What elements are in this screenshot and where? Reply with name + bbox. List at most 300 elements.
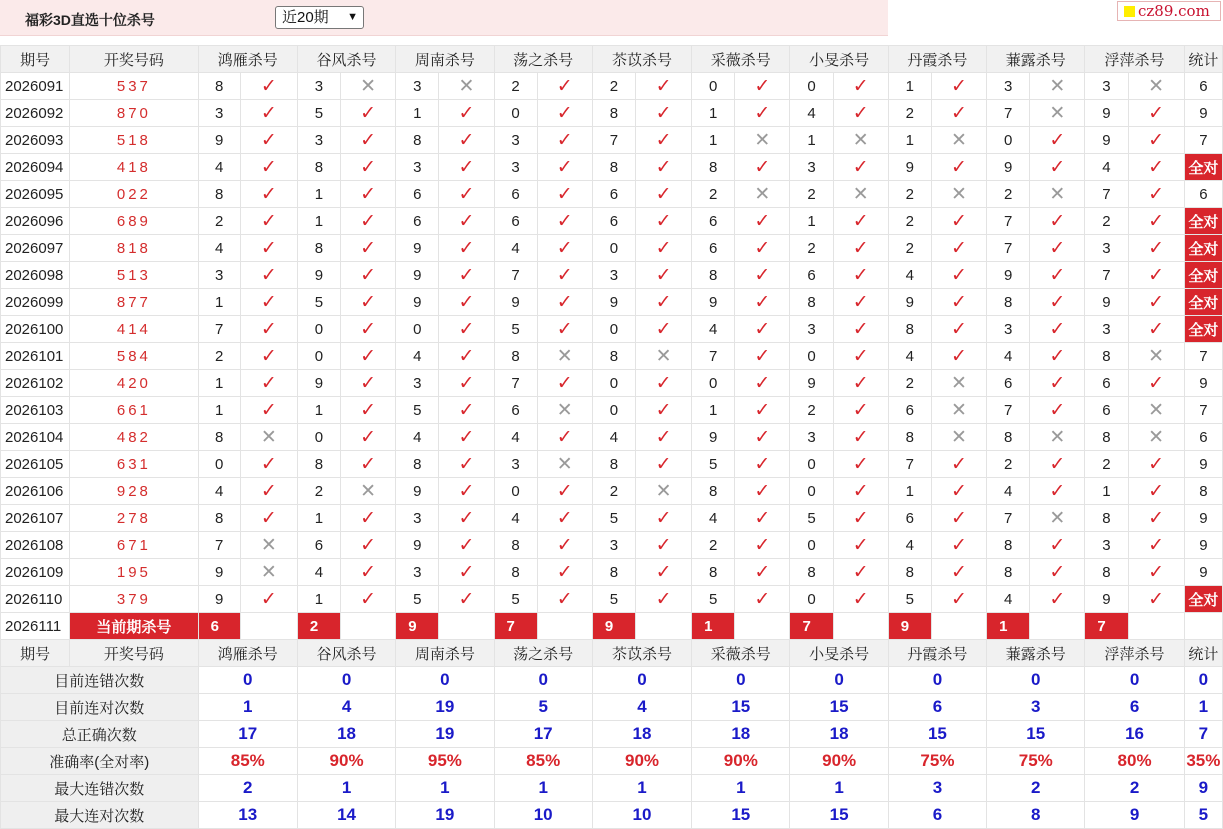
check-icon <box>635 559 691 586</box>
stat-value: 90% <box>592 748 691 775</box>
issue-number: 2026093 <box>1 127 70 154</box>
cross-icon: ✕ <box>1049 426 1066 448</box>
check-icon: ✓ <box>458 129 475 151</box>
check-icon <box>635 316 691 343</box>
col-header-expert[interactable]: 蒹露杀号 <box>987 46 1085 73</box>
check-icon: ✓ <box>655 237 672 259</box>
table-row <box>1 424 1223 451</box>
col-header-expert[interactable]: 周南杀号 <box>396 640 494 667</box>
check-icon: ✓ <box>655 426 672 448</box>
col-header-expert[interactable]: 荡之杀号 <box>494 640 592 667</box>
draw-number: 877 <box>70 289 198 316</box>
stat-label: 目前连对次数 <box>1 694 199 721</box>
kill-number: 8 <box>297 235 340 262</box>
kill-number: 8 <box>592 343 635 370</box>
check-icon <box>1128 154 1184 181</box>
stat-label: 准确率(全对率) <box>1 748 199 775</box>
check-icon: ✓ <box>260 372 277 394</box>
issue-number: 2026103 <box>1 397 70 424</box>
col-header-expert[interactable]: 浮萍杀号 <box>1085 640 1184 667</box>
check-icon <box>931 451 986 478</box>
kill-number: 6 <box>888 397 931 424</box>
stat-value: 85% <box>198 748 297 775</box>
check-icon <box>439 181 494 208</box>
check-icon: ✓ <box>260 264 277 286</box>
cross-icon <box>833 181 888 208</box>
check-icon: ✓ <box>260 156 277 178</box>
check-icon <box>240 289 297 316</box>
kill-number: 1 <box>888 73 931 100</box>
stat-value: 9 <box>1085 802 1184 829</box>
check-icon: ✓ <box>556 210 573 232</box>
check-icon <box>635 154 691 181</box>
check-icon <box>240 370 297 397</box>
cross-icon: ✕ <box>1049 507 1066 529</box>
kill-number: 8 <box>888 424 931 451</box>
cross-icon: ✕ <box>260 534 277 556</box>
issue-number: 2026091 <box>1 73 70 100</box>
col-header-expert[interactable]: 小旻杀号 <box>790 46 888 73</box>
check-icon <box>833 316 888 343</box>
check-icon: ✓ <box>754 102 771 124</box>
kill-number: 3 <box>790 154 833 181</box>
kill-number: 6 <box>692 235 735 262</box>
check-icon <box>341 316 396 343</box>
check-icon <box>635 208 691 235</box>
col-header-expert[interactable]: 鸿雁杀号 <box>198 46 297 73</box>
kill-number: 2 <box>592 73 635 100</box>
kill-number: 8 <box>396 451 439 478</box>
stat-value: 1 <box>297 775 395 802</box>
check-icon: ✓ <box>754 264 771 286</box>
cross-icon <box>735 181 790 208</box>
stat-value: 75% <box>987 748 1085 775</box>
check-icon: ✓ <box>951 453 967 475</box>
kill-number: 6 <box>494 181 537 208</box>
check-icon: ✓ <box>556 183 573 205</box>
kill-number: 2 <box>592 478 635 505</box>
check-icon <box>537 262 592 289</box>
kill-number: 8 <box>1085 559 1128 586</box>
stat-value: 90% <box>692 748 790 775</box>
kill-number: 8 <box>198 181 240 208</box>
check-icon: ✓ <box>360 210 377 232</box>
kill-number: 8 <box>396 127 439 154</box>
check-icon: ✓ <box>458 318 475 340</box>
col-header-expert[interactable]: 采薇杀号 <box>692 46 790 73</box>
stat-total: 0 <box>1184 667 1222 694</box>
draw-number: 379 <box>70 586 198 613</box>
logo-text: cz89.com <box>1138 2 1210 20</box>
check-icon: ✓ <box>754 75 771 97</box>
check-icon: ✓ <box>260 75 277 97</box>
kill-number: 0 <box>297 424 340 451</box>
cross-icon: ✕ <box>556 453 573 475</box>
kill-number: 9 <box>1085 586 1128 613</box>
stat-row <box>1 775 1223 802</box>
stat-count: 9 <box>1184 451 1222 478</box>
page-title: 福彩3D直选十位杀号 <box>25 12 155 28</box>
stat-value: 1 <box>790 775 888 802</box>
kill-number: 0 <box>198 451 240 478</box>
col-header-expert[interactable]: 蒹露杀号 <box>987 640 1085 667</box>
check-icon: ✓ <box>1148 264 1165 286</box>
kill-number: 0 <box>592 397 635 424</box>
stat-value: 13 <box>198 802 297 829</box>
col-header-expert[interactable]: 苶苡杀号 <box>592 640 691 667</box>
kill-number: 3 <box>494 127 537 154</box>
check-icon <box>240 73 297 100</box>
kill-number: 0 <box>494 100 537 127</box>
col-header-expert[interactable]: 丹霞杀号 <box>888 46 986 73</box>
stat-value: 17 <box>494 721 592 748</box>
check-icon <box>537 559 592 586</box>
kill-number: 8 <box>1085 343 1128 370</box>
col-header-expert[interactable]: 浮萍杀号 <box>1085 46 1184 73</box>
check-icon <box>537 154 592 181</box>
kill-number: 1 <box>396 100 439 127</box>
check-icon: ✓ <box>458 237 475 259</box>
kill-number: 8 <box>494 343 537 370</box>
table-row <box>1 262 1223 289</box>
check-icon: ✓ <box>260 453 277 475</box>
col-header-expert[interactable]: 丹霞杀号 <box>888 640 986 667</box>
kill-number-table <box>0 45 1223 829</box>
issue-number: 2026104 <box>1 424 70 451</box>
check-icon: ✓ <box>1049 561 1066 583</box>
kill-number: 4 <box>888 532 931 559</box>
kill-number: 5 <box>494 316 537 343</box>
check-icon <box>240 478 297 505</box>
check-icon: ✓ <box>754 426 771 448</box>
issue-number: 2026105 <box>1 451 70 478</box>
check-icon: ✓ <box>951 480 967 502</box>
cross-icon <box>537 343 592 370</box>
kill-number: 2 <box>888 100 931 127</box>
check-icon <box>240 154 297 181</box>
kill-number: 2 <box>790 181 833 208</box>
stat-value: 18 <box>790 721 888 748</box>
kill-number: 3 <box>790 424 833 451</box>
stat-value: 18 <box>592 721 691 748</box>
check-icon <box>341 532 396 559</box>
check-icon: ✓ <box>360 291 377 313</box>
check-icon <box>735 370 790 397</box>
check-icon: ✓ <box>655 453 672 475</box>
check-icon: ✓ <box>458 453 475 475</box>
check-icon <box>1128 451 1184 478</box>
kill-number: 7 <box>987 397 1030 424</box>
kill-number: 6 <box>790 262 833 289</box>
current-kill-value: 1 <box>692 613 735 640</box>
check-icon: ✓ <box>458 426 475 448</box>
check-icon: ✓ <box>1049 534 1066 556</box>
issue-number: 2026092 <box>1 100 70 127</box>
stat-value: 19 <box>396 694 494 721</box>
kill-number: 4 <box>790 100 833 127</box>
kill-number: 8 <box>494 532 537 559</box>
stat-value: 0 <box>198 667 297 694</box>
kill-number: 4 <box>494 235 537 262</box>
check-icon <box>439 532 494 559</box>
check-icon: ✓ <box>458 399 475 421</box>
issue-number: 2026095 <box>1 181 70 208</box>
stat-value: 15 <box>790 694 888 721</box>
check-icon <box>735 586 790 613</box>
kill-number: 0 <box>790 343 833 370</box>
check-icon: ✓ <box>556 534 573 556</box>
kill-number: 4 <box>198 154 240 181</box>
stat-value: 3 <box>987 694 1085 721</box>
draw-number: 513 <box>70 262 198 289</box>
stat-value: 0 <box>790 667 888 694</box>
check-icon: ✓ <box>655 399 672 421</box>
check-icon <box>1128 208 1184 235</box>
check-icon <box>341 343 396 370</box>
stat-count: 6 <box>1184 73 1222 100</box>
stat-count: 7 <box>1184 127 1222 154</box>
kill-number: 8 <box>888 559 931 586</box>
issue-number: 2026094 <box>1 154 70 181</box>
stat-value: 2 <box>198 775 297 802</box>
check-icon: ✓ <box>556 264 573 286</box>
check-icon: ✓ <box>260 345 277 367</box>
current-kill-blank <box>635 613 691 640</box>
check-icon <box>240 505 297 532</box>
current-kill-row <box>1 613 1223 640</box>
kill-number: 2 <box>494 73 537 100</box>
check-icon <box>341 208 396 235</box>
check-icon <box>1030 586 1085 613</box>
check-icon: ✓ <box>1049 318 1066 340</box>
check-icon <box>931 100 986 127</box>
stat-value: 3 <box>888 775 986 802</box>
draw-number: 818 <box>70 235 198 262</box>
check-icon: ✓ <box>556 102 573 124</box>
stat-value: 1 <box>592 775 691 802</box>
check-icon: ✓ <box>852 345 869 367</box>
check-icon <box>537 73 592 100</box>
check-icon <box>635 397 691 424</box>
check-icon: ✓ <box>260 183 277 205</box>
check-icon: ✓ <box>754 291 771 313</box>
kill-number: 9 <box>396 289 439 316</box>
check-icon: ✓ <box>1148 534 1165 556</box>
table-row <box>1 235 1223 262</box>
check-icon <box>341 370 396 397</box>
kill-number: 8 <box>790 559 833 586</box>
stat-value: 14 <box>297 802 395 829</box>
check-icon: ✓ <box>360 156 377 178</box>
cross-icon <box>931 397 986 424</box>
check-icon <box>240 586 297 613</box>
check-icon: ✓ <box>1148 480 1165 502</box>
col-header-expert[interactable]: 谷风杀号 <box>297 46 395 73</box>
check-icon <box>833 73 888 100</box>
kill-number: 3 <box>1085 235 1128 262</box>
check-icon <box>1128 478 1184 505</box>
check-icon: ✓ <box>458 480 475 502</box>
cross-icon: ✕ <box>655 480 672 502</box>
table-row <box>1 478 1223 505</box>
kill-number: 8 <box>692 262 735 289</box>
kill-number: 3 <box>1085 73 1128 100</box>
check-icon <box>240 262 297 289</box>
cross-icon: ✕ <box>360 75 377 97</box>
check-icon: ✓ <box>458 588 475 610</box>
issue-number: 2026107 <box>1 505 70 532</box>
col-header-expert[interactable]: 荡之杀号 <box>494 46 592 73</box>
table-row <box>1 586 1223 613</box>
issue-number: 2026100 <box>1 316 70 343</box>
issue-number: 2026096 <box>1 208 70 235</box>
check-icon: ✓ <box>1049 372 1066 394</box>
check-icon <box>1128 181 1184 208</box>
kill-number: 9 <box>396 532 439 559</box>
draw-number: 414 <box>70 316 198 343</box>
cross-icon: ✕ <box>1148 426 1165 448</box>
kill-number: 8 <box>198 424 240 451</box>
col-header-draw: 开奖号码 <box>70 46 198 73</box>
check-icon: ✓ <box>951 507 967 529</box>
check-icon: ✓ <box>754 588 771 610</box>
check-icon <box>735 154 790 181</box>
kill-number: 5 <box>790 505 833 532</box>
col-header-expert[interactable]: 谷风杀号 <box>297 640 395 667</box>
kill-number: 9 <box>1085 127 1128 154</box>
check-icon <box>735 316 790 343</box>
check-icon: ✓ <box>951 318 967 340</box>
col-header-expert[interactable]: 鸿雁杀号 <box>198 640 297 667</box>
stat-count: 8 <box>1184 478 1222 505</box>
check-icon <box>439 424 494 451</box>
kill-number: 1 <box>1085 478 1128 505</box>
kill-number: 2 <box>692 181 735 208</box>
check-icon <box>635 100 691 127</box>
table-row <box>1 316 1223 343</box>
cross-icon <box>635 343 691 370</box>
check-icon: ✓ <box>360 534 377 556</box>
check-icon <box>635 73 691 100</box>
period-select[interactable] <box>275 6 364 29</box>
col-header-expert[interactable]: 小旻杀号 <box>790 640 888 667</box>
cross-icon: ✕ <box>458 75 475 97</box>
kill-number: 4 <box>888 343 931 370</box>
check-icon <box>1128 370 1184 397</box>
check-icon <box>833 451 888 478</box>
check-icon <box>341 154 396 181</box>
table-row <box>1 73 1223 100</box>
check-icon: ✓ <box>655 183 672 205</box>
check-icon <box>833 100 888 127</box>
kill-number: 6 <box>987 370 1030 397</box>
cross-icon <box>439 73 494 100</box>
draw-number: 418 <box>70 154 198 181</box>
kill-number: 4 <box>396 424 439 451</box>
cross-icon <box>240 532 297 559</box>
col-header-expert[interactable]: 苶苡杀号 <box>592 46 691 73</box>
check-icon <box>1030 208 1085 235</box>
kill-number: 1 <box>888 127 931 154</box>
kill-number: 8 <box>692 559 735 586</box>
check-icon <box>735 289 790 316</box>
col-header-expert[interactable]: 周南杀号 <box>396 46 494 73</box>
kill-number: 8 <box>790 289 833 316</box>
draw-number: 278 <box>70 505 198 532</box>
kill-number: 4 <box>987 586 1030 613</box>
check-icon: ✓ <box>1148 561 1165 583</box>
kill-number: 7 <box>987 235 1030 262</box>
kill-number: 1 <box>198 289 240 316</box>
check-icon: ✓ <box>852 561 869 583</box>
check-icon <box>833 505 888 532</box>
check-icon: ✓ <box>951 534 967 556</box>
stat-label: 目前连错次数 <box>1 667 199 694</box>
check-icon: ✓ <box>852 480 869 502</box>
table-row <box>1 505 1223 532</box>
kill-number: 4 <box>396 343 439 370</box>
kill-number: 4 <box>494 505 537 532</box>
check-icon: ✓ <box>852 210 869 232</box>
check-icon <box>735 451 790 478</box>
cross-icon: ✕ <box>1148 345 1165 367</box>
col-header-issue: 期号 <box>1 640 70 667</box>
kill-number: 8 <box>888 316 931 343</box>
site-logo[interactable] <box>1117 1 1221 21</box>
check-icon <box>833 370 888 397</box>
stat-value: 6 <box>888 802 986 829</box>
cross-icon <box>1030 424 1085 451</box>
check-icon <box>240 181 297 208</box>
stat-value: 2 <box>987 775 1085 802</box>
check-icon <box>833 262 888 289</box>
check-icon: ✓ <box>1148 237 1165 259</box>
kill-number: 1 <box>297 208 340 235</box>
check-icon <box>439 208 494 235</box>
col-header-expert[interactable]: 采薇杀号 <box>692 640 790 667</box>
current-stat-blank <box>1184 613 1222 640</box>
cross-icon: ✕ <box>260 426 277 448</box>
table-row <box>1 397 1223 424</box>
current-kill-blank <box>1128 613 1184 640</box>
check-icon <box>240 316 297 343</box>
kill-number: 8 <box>592 154 635 181</box>
check-icon <box>931 532 986 559</box>
kill-number: 2 <box>888 208 931 235</box>
check-icon: ✓ <box>951 102 967 124</box>
check-icon <box>833 289 888 316</box>
check-icon: ✓ <box>951 561 967 583</box>
check-icon <box>931 208 986 235</box>
check-icon: ✓ <box>852 318 869 340</box>
kill-number: 8 <box>592 559 635 586</box>
check-icon <box>1128 316 1184 343</box>
stat-value: 5 <box>494 694 592 721</box>
kill-number: 9 <box>790 370 833 397</box>
kill-number: 6 <box>494 208 537 235</box>
check-icon <box>735 532 790 559</box>
cross-icon: ✕ <box>951 129 967 151</box>
check-icon <box>635 127 691 154</box>
current-kill-blank <box>1030 613 1085 640</box>
cross-icon <box>1128 343 1184 370</box>
check-icon <box>537 424 592 451</box>
stat-count: 9 <box>1184 559 1222 586</box>
check-icon <box>735 397 790 424</box>
kill-number: 2 <box>790 235 833 262</box>
current-kill-blank <box>439 613 494 640</box>
kill-number: 9 <box>987 154 1030 181</box>
